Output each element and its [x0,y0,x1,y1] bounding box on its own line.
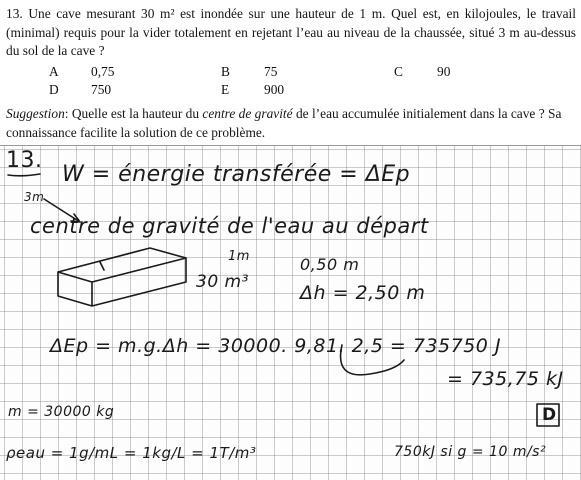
hw-energy-calculation: ΔEp = m.g.Δh = 30000. 9,81. 2,5 = 735750 J [50,335,502,357]
option-b-letter: B [221,64,230,79]
hw-line-centre-gravity: centre de gravité de l'eau au départ [30,214,429,238]
hw-result-kj: = 735,75 kJ [447,368,564,390]
option-b-value: 75 [264,64,278,79]
hw-line-work-energy: W = énergie transférée = ΔEp [62,162,411,187]
hw-brace-981 [341,345,404,375]
option-e-value: 900 [264,82,285,97]
hw-answer-letter: D [542,405,557,425]
option-d-letter: D [49,82,59,97]
hw-half-height: 0,50 m [300,255,360,274]
hw-mass: m = 30000 kg [8,404,115,420]
option-d-value: 750 [91,82,112,97]
suggestion-label: Suggestion [6,106,65,121]
hw-box-depth: 1m [228,249,250,264]
hw-question-number: 13. [6,148,43,173]
hw-water-density: ρeau = 1g/mL = 1kg/L = 1T/m³ [6,444,257,462]
option-a-value: 0,75 [91,64,115,79]
hw-delta-h: Δh = 2,50 m [300,282,426,304]
option-a-letter: A [49,64,59,79]
suggestion-emphasis: centre de gravité [202,106,293,121]
suggestion-part2: de l’eau accumulée initialement dans la cave ? Sa connaissance facilite la solution de ce problème. [6,106,562,140]
option-e-letter: E [221,82,230,97]
hw-label-3m: 3m [24,190,45,204]
option-c-value: 90 [437,64,451,79]
hw-water-box [58,248,186,306]
question-body: 13. Une cave mesurant 30 m² est inondée sur une hauteur de 1 m. Quel est, en kilojoules, le travail (minimal) requis pour la vider totalement en rejetant l’eau au niveau de la chaussée, situé 3 m au-dessus du sol de la cave ? [6,6,576,58]
hw-centre-mark [100,262,104,270]
hw-note-g10: 750kJ si g = 10 m/s² [394,444,547,460]
hw-arrow-3m [44,199,80,222]
option-c-letter: C [394,64,403,79]
hw-number-underline [8,174,40,176]
hw-answer-box [537,404,559,426]
hw-box-area: 30 m³ [196,272,249,292]
suggestion-part1: : Quelle est la hauteur du [64,106,203,121]
